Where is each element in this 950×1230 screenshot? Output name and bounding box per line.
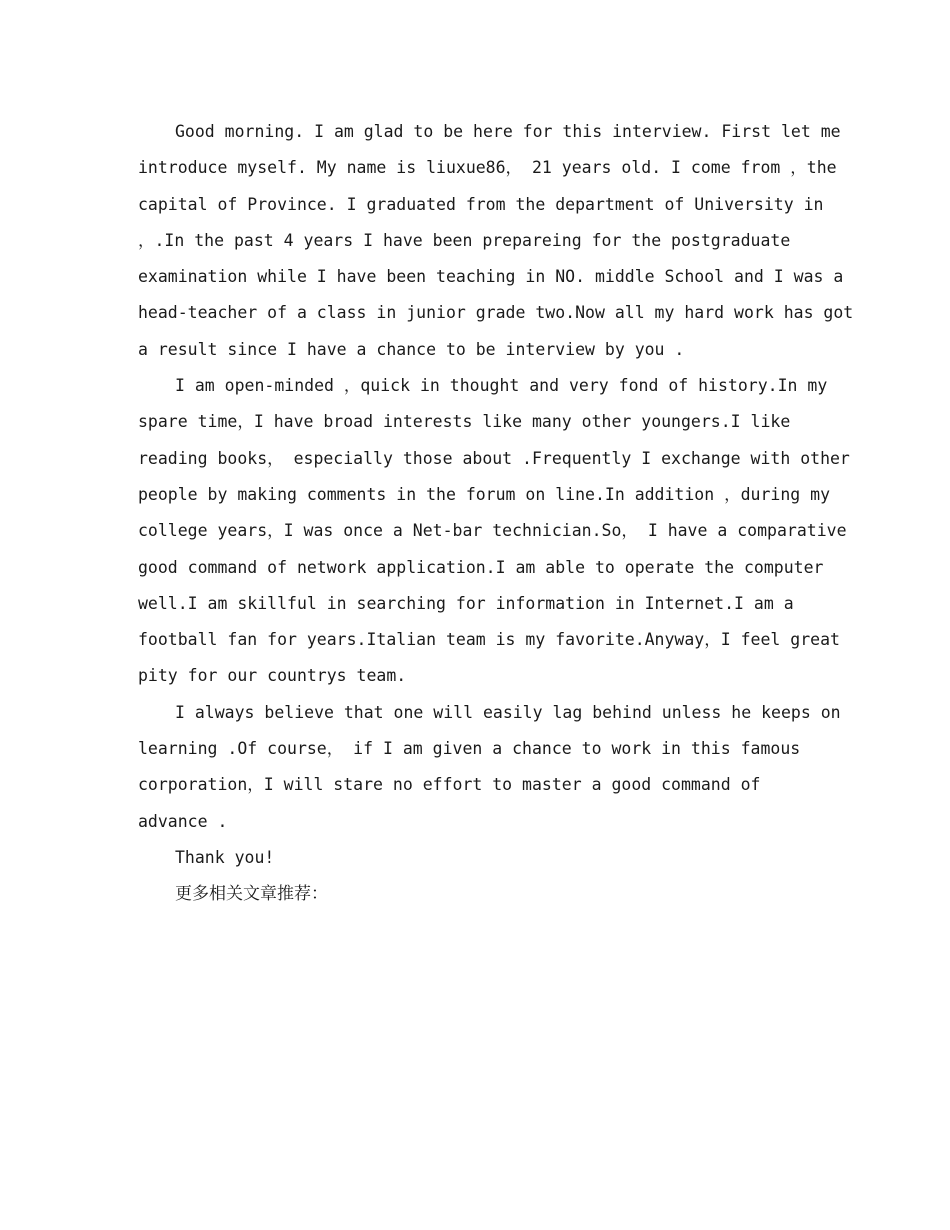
text-line: introduce myself. My name is liuxue86， 21 years old. I come from ，the xyxy=(138,158,837,178)
paragraph-personality xyxy=(138,368,850,695)
text-line: a result since I have a chance to be interview by you . xyxy=(138,339,685,359)
text-line: corporation，I will stare no effort to master a good command of xyxy=(138,775,761,795)
text-line: reading books， especially those about .Frequently I exchange with other xyxy=(138,448,850,468)
paragraph-closing xyxy=(138,840,818,876)
text-line: college years，I was once a Net-bar technician.So， I have a comparative xyxy=(138,521,847,541)
text-line: good command of network application.I am able to operate the computer xyxy=(138,557,824,577)
text-line: Thank you! xyxy=(175,847,275,867)
text-line: pity for our countrys team. xyxy=(138,666,407,686)
text-line: I always believe that one will easily lag behind unless he keeps on xyxy=(175,702,841,722)
paragraph-belief xyxy=(138,695,841,840)
text-line: I am open-minded ，quick in thought and very fond of history.In my xyxy=(175,376,828,396)
related-articles-label: 更多相关文章推荐： xyxy=(175,884,328,905)
text-line: Good morning. I am glad to be here for this interview. First let me xyxy=(175,122,841,141)
text-line: spare time，I have broad interests like many other youngers.I like xyxy=(138,412,791,432)
document-body xyxy=(138,114,854,912)
text-line: learning .Of course， if I am given a chance to work in this famous xyxy=(138,739,801,759)
paragraph-greeting xyxy=(138,114,854,368)
text-line: well.I am skillful in searching for information in Internet.I am a xyxy=(138,593,794,613)
text-line: people by making comments in the forum on line.In addition ，during my xyxy=(138,484,831,504)
text-line: ，.In the past 4 years I have been prepareing for the postgraduate xyxy=(138,230,791,250)
text-line: football fan for years.Italian team is my favorite.Anyway，I feel great xyxy=(138,630,840,650)
text-line: capital of Province. I graduated from the department of University in xyxy=(138,194,824,214)
text-line: head-teacher of a class in junior grade two.Now all my hard work has got xyxy=(138,303,854,323)
text-line: advance . xyxy=(138,811,228,831)
text-line: examination while I have been teaching in NO. middle School and I was a xyxy=(138,267,844,287)
